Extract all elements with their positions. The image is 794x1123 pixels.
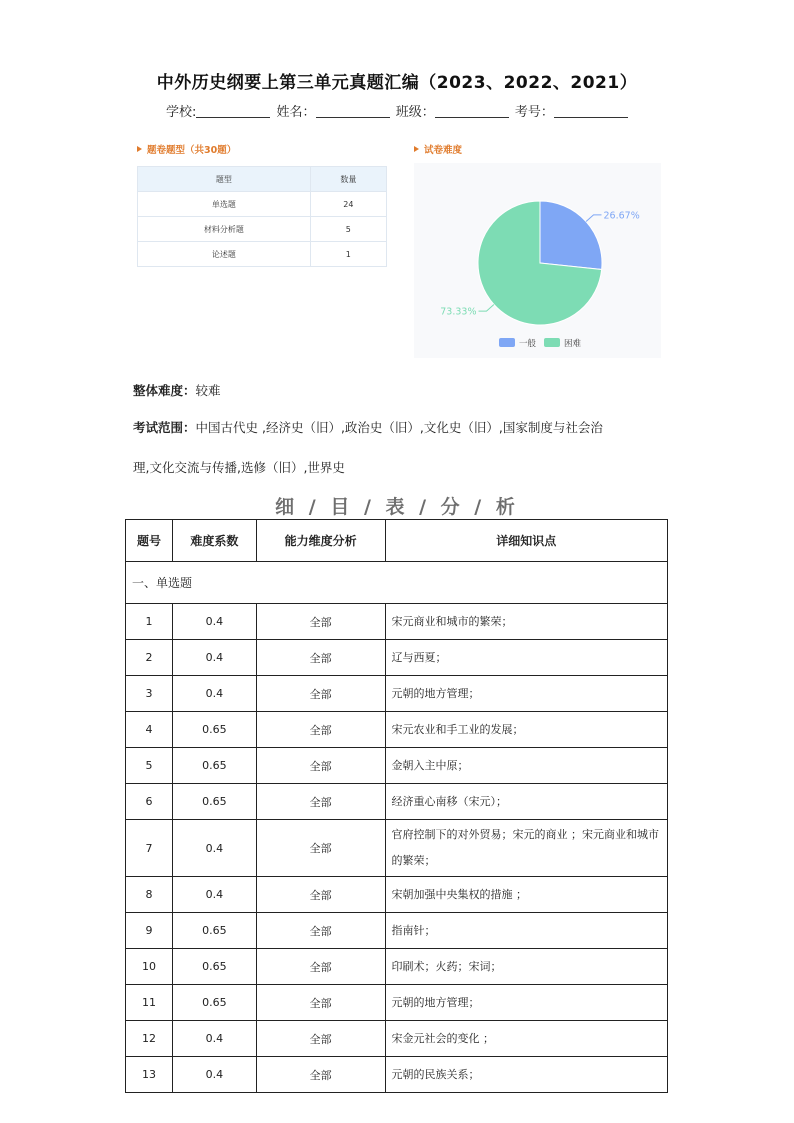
- detail-row: [126, 877, 668, 913]
- header-ability: 能力维度分析: [256, 520, 385, 562]
- question-type-row: [138, 192, 387, 217]
- header-difficulty-coef: 难度系数: [172, 520, 256, 562]
- detail-row: [126, 748, 668, 784]
- question-no-cell: 7: [126, 820, 173, 877]
- ability-cell: 全部: [256, 1057, 385, 1093]
- ability-cell: 全部: [256, 949, 385, 985]
- detail-row: [126, 676, 668, 712]
- detail-row: [126, 712, 668, 748]
- school-blank: [196, 104, 270, 118]
- knowledge-points-cell: 宋朝加强中央集权的措施 ；: [385, 877, 667, 913]
- difficulty-coef-cell: 0.65: [172, 913, 256, 949]
- ability-cell: 全部: [256, 676, 385, 712]
- knowledge-points-cell: 金朝入主中原；: [385, 748, 667, 784]
- triangle-bullet-icon: [414, 146, 419, 152]
- class-label: 班级：: [395, 105, 435, 120]
- question-no-cell: 6: [126, 784, 173, 820]
- ability-cell: 全部: [256, 985, 385, 1021]
- question-types-table: [137, 166, 387, 267]
- detail-row: [126, 1021, 668, 1057]
- question-types-heading-text: 题卷题型（共30题）: [147, 145, 237, 156]
- difficulty-coef-cell: 0.4: [172, 676, 256, 712]
- pie-data-label-1: 73.33%: [440, 306, 477, 318]
- question-type-count: 1: [310, 242, 386, 267]
- detail-analysis-table: [125, 519, 668, 1093]
- legend-swatch-0: [499, 338, 515, 347]
- legend-label-1: 困难: [564, 339, 582, 349]
- question-no-cell: 4: [126, 712, 173, 748]
- ability-cell: 全部: [256, 877, 385, 913]
- school-label: 学校:: [166, 105, 197, 120]
- difficulty-coef-cell: 0.65: [172, 985, 256, 1021]
- difficulty-heading-text: 试卷难度: [424, 145, 463, 156]
- difficulty-heading: [414, 142, 462, 156]
- question-no-cell: 5: [126, 748, 173, 784]
- document-title: 中外历史纲要上第三单元真题汇编（2023、2022、2021）: [156, 73, 638, 93]
- difficulty-coef-cell: 0.4: [172, 1057, 256, 1093]
- difficulty-coef-cell: 0.65: [172, 784, 256, 820]
- question-type-name: 材料分析题: [138, 217, 311, 242]
- ability-cell: 全部: [256, 913, 385, 949]
- knowledge-points-cell: 印刷术；火药；宋词；: [385, 949, 667, 985]
- knowledge-points-cell: 宋金元社会的变化 ；: [385, 1021, 667, 1057]
- header-question-no: 题号: [126, 520, 173, 562]
- difficulty-coef-cell: 0.4: [172, 640, 256, 676]
- knowledge-points-cell: 官府控制下的对外贸易；宋元的商业 ；宋元商业和城市的繁荣；: [385, 820, 667, 877]
- knowledge-points-cell: 经济重心南移（宋元）；: [385, 784, 667, 820]
- triangle-bullet-icon: [137, 146, 142, 152]
- detail-row: [126, 1057, 668, 1093]
- ability-cell: 全部: [256, 712, 385, 748]
- question-type-row: [138, 217, 387, 242]
- exam-scope-label: 考试范围：: [133, 420, 196, 435]
- question-type-count: 24: [310, 192, 386, 217]
- header-knowledge-points: 详细知识点: [385, 520, 667, 562]
- question-no-cell: 10: [126, 949, 173, 985]
- knowledge-points-cell: 宋元商业和城市的繁荣；: [385, 604, 667, 640]
- ability-cell: 全部: [256, 640, 385, 676]
- overall-difficulty-label: 整体难度：: [133, 383, 196, 398]
- knowledge-points-cell: 宋元农业和手工业的发展；: [385, 712, 667, 748]
- question-type-name: 论述题: [138, 242, 311, 267]
- detail-row: [126, 913, 668, 949]
- knowledge-points-cell: 辽与西夏；: [385, 640, 667, 676]
- exam-scope-line2: 理,文化交流与传播,选修（旧）,世界史: [133, 460, 345, 475]
- class-blank: [435, 104, 509, 118]
- question-no-cell: 9: [126, 913, 173, 949]
- difficulty-coef-cell: 0.4: [172, 820, 256, 877]
- question-no-cell: 1: [126, 604, 173, 640]
- ability-cell: 全部: [256, 1021, 385, 1057]
- question-types-heading: [137, 142, 236, 156]
- name-blank: [316, 104, 390, 118]
- ability-cell: 全部: [256, 784, 385, 820]
- legend-swatch-1: [544, 338, 560, 347]
- difficulty-coef-cell: 0.4: [172, 604, 256, 640]
- difficulty-coef-cell: 0.4: [172, 877, 256, 913]
- question-no-cell: 13: [126, 1057, 173, 1093]
- question-type-count: 5: [310, 217, 386, 242]
- question-type-name: 单选题: [138, 192, 311, 217]
- difficulty-pie-chart: [414, 163, 661, 358]
- exam-number-blank: [554, 104, 628, 118]
- section-row: [126, 562, 668, 604]
- knowledge-points-cell: 元朝的民族关系；: [385, 1057, 667, 1093]
- question-type-row: [138, 242, 387, 267]
- name-label: 姓名：: [276, 105, 316, 120]
- knowledge-points-cell: 元朝的地方管理；: [385, 985, 667, 1021]
- detail-row: [126, 604, 668, 640]
- ability-cell: 全部: [256, 748, 385, 784]
- detail-row: [126, 784, 668, 820]
- difficulty-coef-cell: 0.4: [172, 1021, 256, 1057]
- question-no-cell: 12: [126, 1021, 173, 1057]
- header-count: 数量: [310, 167, 386, 192]
- pie-data-label-0: 26.67%: [603, 210, 640, 222]
- detail-row: [126, 640, 668, 676]
- exam-scope: [133, 418, 603, 436]
- exam-number-label: 考号：: [514, 105, 554, 120]
- ability-cell: 全部: [256, 604, 385, 640]
- detail-header-row: [126, 520, 668, 562]
- overall-difficulty-value: 较难: [195, 383, 221, 398]
- header-type: 题型: [138, 167, 311, 192]
- section-label: 一、单选题: [126, 562, 668, 604]
- pie-leader-line-1: [478, 304, 493, 311]
- detail-row: [126, 820, 668, 877]
- pie-slice-0: [540, 201, 602, 269]
- detail-analysis-title: 细 / 目 / 表 / 分 / 析: [275, 496, 519, 518]
- question-no-cell: 2: [126, 640, 173, 676]
- student-info-line: [166, 101, 630, 120]
- difficulty-coef-cell: 0.65: [172, 712, 256, 748]
- pie-leader-line-0: [586, 215, 601, 222]
- difficulty-coef-cell: 0.65: [172, 748, 256, 784]
- knowledge-points-cell: 指南针；: [385, 913, 667, 949]
- overall-difficulty: [133, 381, 221, 399]
- pie-chart-svg: [414, 163, 661, 358]
- question-types-header-row: [138, 167, 387, 192]
- legend-label-0: 一般: [519, 339, 537, 349]
- detail-row: [126, 985, 668, 1021]
- exam-scope-line1: 中国古代史 ,经济史（旧）,政治史（旧）,文化史（旧）,国家制度与社会治: [195, 420, 603, 435]
- question-no-cell: 3: [126, 676, 173, 712]
- question-no-cell: 8: [126, 877, 173, 913]
- knowledge-points-cell: 元朝的地方管理；: [385, 676, 667, 712]
- question-no-cell: 11: [126, 985, 173, 1021]
- ability-cell: 全部: [256, 820, 385, 877]
- difficulty-coef-cell: 0.65: [172, 949, 256, 985]
- detail-row: [126, 949, 668, 985]
